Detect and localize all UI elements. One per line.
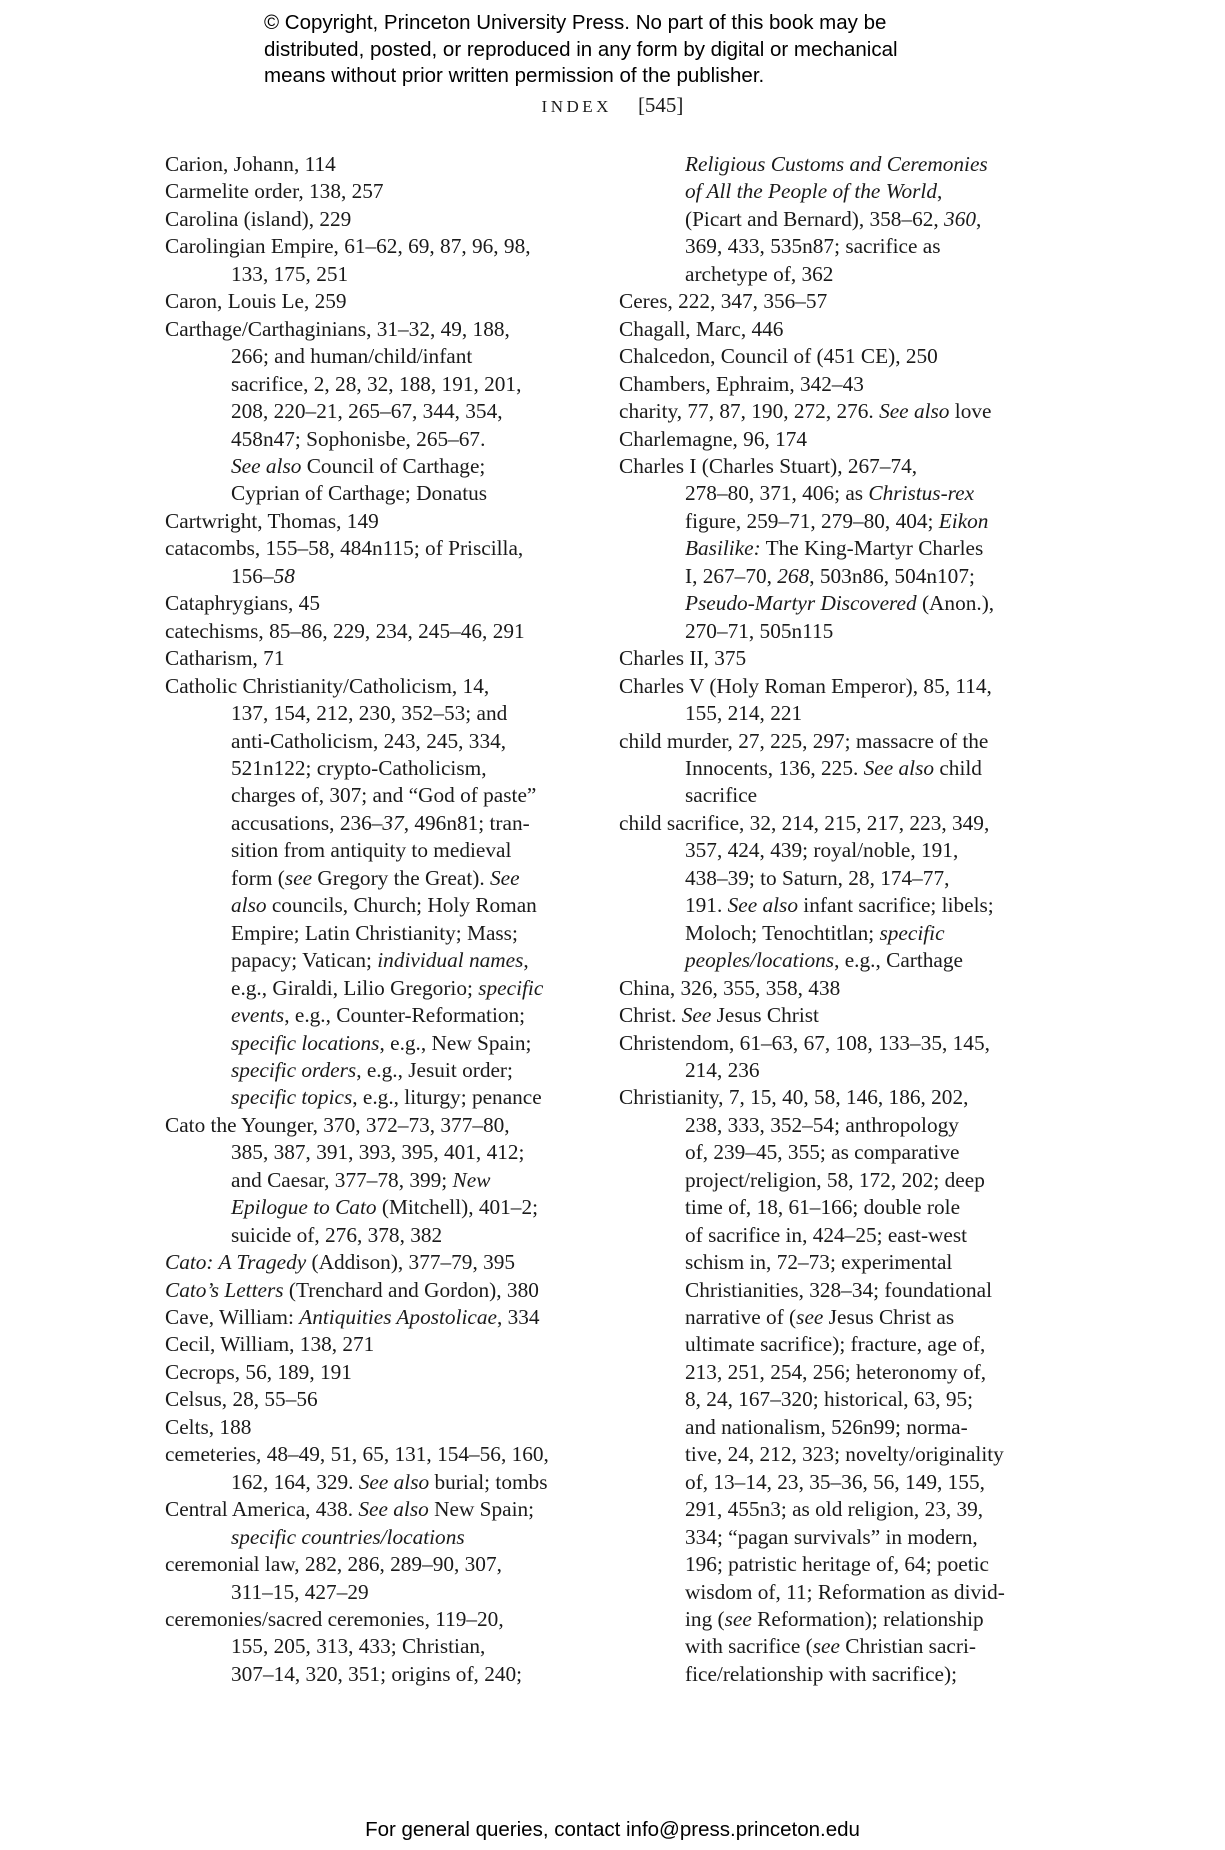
index-entry: charity, 77, 87, 190, 272, 276. See also love: [619, 399, 992, 424]
index-entry: Catholic Christianity/Catholicism, 14, 137, 154, 212, 230, 352–53; and anti-Catholicism, 243, 245, 334, 521n122; crypto-Catholicism, charges of, 307; and “God of paste” accusations, 236–37, 496n81; tran- sition from antiquity to medieval form (see Gregory the Great). See also councils, Church; Holy Roman Empire; Latin Christianity; Mass; papacy; Vatican; individual names, e.g., Giraldi, Lilio Gregorio; specific events, e.g., Counter-Reformation; specific locations, e.g., New Spain; specific orders, e.g., Jesuit order; specific topics, e.g., liturgy; penance: [165, 673, 544, 1110]
running-head: [0, 93, 1225, 118]
index-column-left: [165, 151, 585, 1688]
running-head-label: INDEX: [541, 97, 612, 116]
index-entry: Carthage/Carthaginians, 31–32, 49, 188, 266; and human/child/infant sacrifice, 2, 28, 32, 188, 191, 201, 208, 220–21, 265–67, 344, 354, 458n47; Sophonisbe, 265–67. See also Council of Carthage; Cyprian of Carthage; Donatus: [165, 316, 522, 506]
index-entry: Christ. See Jesus Christ: [619, 1003, 819, 1028]
index-entry: ceremonial law, 282, 286, 289–90, 307, 311–15, 427–29: [165, 1552, 502, 1604]
copyright-notice: © Copyright, Princeton University Press. No part of this book may be distributed, posted, or reproduced in any form by digital or mechanical means without prior written permission of the publisher.: [264, 11, 898, 87]
index-entry: Celsus, 28, 55–56: [165, 1387, 318, 1412]
index-entry: Christendom, 61–63, 67, 108, 133–35, 145, 214, 236: [619, 1030, 990, 1082]
index-entry: child murder, 27, 225, 297; massacre of the Innocents, 136, 225. See also child sacrifice: [619, 728, 989, 808]
index-entry: Catharism, 71: [165, 646, 285, 671]
index-entry: child sacrifice, 32, 214, 215, 217, 223, 349, 357, 424, 439; royal/noble, 191, 438–39; to Saturn, 28, 174–77, 191. See also infant sacrifice; libels; Moloch; Tenochtitlan; specific peoples/locations, e.g., Carthage: [619, 810, 994, 973]
index-column-right: [619, 151, 1039, 1688]
index-entry: Cato the Younger, 370, 372–73, 377–80, 385, 387, 391, 393, 395, 401, 412; and Caesar, 377–78, 399; New Epilogue to Cato (Mitchell), 401–2; suicide of, 276, 378, 382: [165, 1112, 539, 1247]
index-entry: cemeteries, 48–49, 51, 65, 131, 154–56, 160, 162, 164, 329. See also burial; tombs: [165, 1442, 549, 1494]
index-entry: ceremonies/sacred ceremonies, 119–20, 155, 205, 313, 433; Christian, 307–14, 320, 351; origins of, 240;: [165, 1607, 523, 1686]
index-entry: Christianity, 7, 15, 40, 58, 146, 186, 202, 238, 333, 352–54; anthropology of, 239–45, 355; as comparative project/religion, 58, 172, 202; deep time of, 18, 61–166; double role of sacrifice in, 424–25; east-west schism in, 72–73; experimental Christianities, 328–34; foundational narrative of (see Jesus Christ as ultimate sacrifice); fracture, age of, 213, 251, 254, 256; heteronomy of, 8, 24, 167–320; historical, 63, 95; and nationalism, 526n99; norma- tive, 24, 212, 323; novelty/originality of, 13–14, 23, 35–36, 56, 149, 155, 291, 455n3; as old religion, 23, 39, 334; “pagan survivals” in modern, 196; patristic heritage of, 64; poetic wisdom of, 11; Reformation as divid- ing (see Reformation); relationship with sacrifice (see Christian sacri- fice/relationship with sacrifice);: [619, 1085, 1005, 1686]
index-entry: Chambers, Ephraim, 342–43: [619, 371, 864, 396]
index-entry: Charles II, 375: [619, 646, 747, 671]
index-entry: Cecrops, 56, 189, 191: [165, 1359, 352, 1384]
index-entry: Carolina (island), 229: [165, 206, 352, 231]
index-entry: Chalcedon, Council of (451 CE), 250: [619, 344, 938, 369]
index-entry: Charles I (Charles Stuart), 267–74, 278–80, 371, 406; as Christus-rex figure, 259–71, 279–80, 404; Eikon Basilike: The King-Martyr Charles I, 267–70, 268, 503n86, 504n107; Pseudo-Martyr Discovered (Anon.), 270–71, 505n115: [619, 453, 995, 643]
index-entry: Cato: A Tragedy (Addison), 377–79, 395: [165, 1250, 516, 1275]
index-entry: Cave, William: Antiquities Apostolicae, 334: [165, 1305, 540, 1330]
index-entry: catechisms, 85–86, 229, 234, 245–46, 291: [165, 618, 525, 643]
index-entry: Celts, 188: [165, 1414, 252, 1439]
index-entry: catacombs, 155–58, 484n115; of Priscilla, 156–58: [165, 536, 524, 588]
contact-footer: For general queries, contact info@press.princeton.edu: [365, 1818, 860, 1841]
index-entry: Carolingian Empire, 61–62, 69, 87, 96, 98, 133, 175, 251: [165, 234, 531, 286]
index-entry: Central America, 438. See also New Spain; specific countries/locations: [165, 1497, 535, 1549]
index-entry: Caron, Louis Le, 259: [165, 289, 347, 314]
index-entry: Carmelite order, 138, 257: [165, 179, 384, 204]
index-entry: China, 326, 355, 358, 438: [619, 975, 841, 1000]
page-number: [545]: [637, 93, 684, 117]
index-entry: Cato’s Letters (Trenchard and Gordon), 380: [165, 1277, 539, 1302]
index-entry: Ceres, 222, 347, 356–57: [619, 289, 828, 314]
index-entry: Religious Customs and Ceremonies of All the People of the World, (Picart and Bernard), 358–62, 360, 369, 433, 535n87; sacrifice as archetype of, 362: [685, 152, 988, 286]
index-entry: Cartwright, Thomas, 149: [165, 508, 379, 533]
index-entry: Chagall, Marc, 446: [619, 316, 784, 341]
index-entry: Cecil, William, 138, 271: [165, 1332, 375, 1357]
index-entry: Carion, Johann, 114: [165, 152, 336, 176]
index-entry: Charlemagne, 96, 174: [619, 426, 808, 451]
index-entry: Charles V (Holy Roman Emperor), 85, 114, 155, 214, 221: [619, 673, 992, 726]
index-entry: Cataphrygians, 45: [165, 591, 320, 616]
